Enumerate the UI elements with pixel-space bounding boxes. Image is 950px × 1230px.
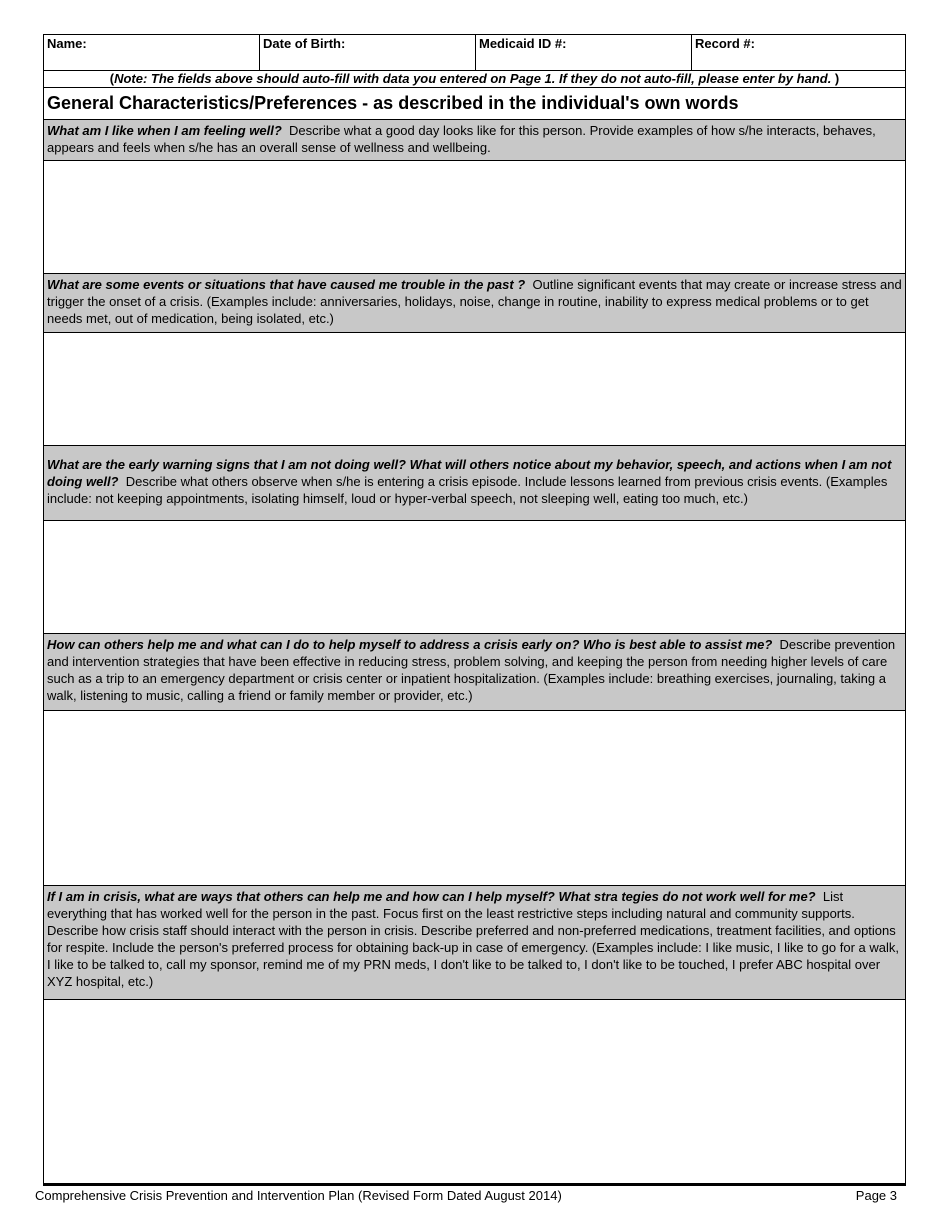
section-title: General Characteristics/Preferences - as described in the individual's own words bbox=[44, 88, 905, 120]
prompt-warning-signs bbox=[44, 446, 905, 521]
name-field[interactable] bbox=[44, 35, 260, 70]
answer-early-help[interactable] bbox=[44, 711, 905, 886]
answer-warning-signs[interactable] bbox=[44, 521, 905, 634]
page-footer bbox=[35, 1188, 897, 1203]
prompt-question: What am I like when I am feeling well? bbox=[47, 123, 282, 138]
medicaid-id-field[interactable] bbox=[476, 35, 692, 70]
answer-feeling-well[interactable] bbox=[44, 161, 905, 274]
prompt-crisis-help bbox=[44, 886, 905, 1000]
identity-header-row bbox=[44, 35, 905, 71]
prompt-description: Describe what others observe when s/he is entering a crisis episode. Include lessons learned from previous crisis events. (Examples include: not keeping appointments, isolating himself, loud or hyper-verbal speech, not sleeping well, eating too much, etc.) bbox=[47, 474, 888, 506]
page-number: Page 3 bbox=[855, 1188, 897, 1203]
prompt-description: List everything that has worked well for the person in the past. Focus first on the least restrictive steps including natural and community supports. Describe how crisis staff should interact with the person in crisis. Describe preferred and non-preferred medications, treatment facilities, and options for respite. Include the person's preferred process for obtaining back-up in case of emergency. (Examples include: I like music, I like to go for a walk, I like to be talked to, call my sponsor, remind me of my PRN meds, I don't like to be talked to, I don't like to be touched, I prefer ABC hospital over XYZ hospital, etc.) bbox=[47, 889, 899, 989]
record-number-label: Record #: bbox=[695, 36, 755, 51]
answer-past-trouble[interactable] bbox=[44, 333, 905, 446]
prompt-description: Describe what a good day looks like for this person. Provide examples of how s/he interacts, behaves, appears and feels when s/he has an overall sense of wellness and wellbeing. bbox=[47, 123, 876, 155]
date-of-birth-label: Date of Birth: bbox=[263, 36, 346, 51]
prompt-question: What are the early warning signs that I am not doing well? What will others notice about my behavior, speech, and actions when I am not doing well? bbox=[47, 457, 892, 489]
answer-crisis-help[interactable] bbox=[44, 1000, 905, 1185]
date-of-birth-field[interactable] bbox=[260, 35, 476, 70]
prompt-question: What are some events or situations that have caused me trouble in the past ? bbox=[47, 277, 526, 292]
medicaid-id-label: Medicaid ID #: bbox=[479, 36, 567, 51]
autofill-note-text: Note: The fields above should auto-fill with data you entered on Page 1. If they do not auto-fill, please enter by hand. bbox=[114, 71, 832, 86]
prompt-question: If I am in crisis, what are ways that others can help me and how can I help myself? What stra tegies do not work well for me? bbox=[47, 889, 816, 904]
prompt-description: Describe prevention and intervention strategies that have been effective in reducing stress, problem solving, and keeping the person from needing higher levels of care such as a trip to an emergency department or crisis center or inpatient hospitalization. (Examples include: breathing exercises, journaling, taking a walk, listening to music, calling a friend or family member or provider, etc.) bbox=[47, 637, 896, 703]
autofill-note: (Note: The fields above should auto-fill with data you entered on Page 1. If they do not auto-fill, please enter by hand. ) bbox=[44, 71, 905, 88]
prompt-past-trouble bbox=[44, 274, 905, 333]
crisis-plan-form bbox=[43, 34, 906, 1186]
name-label: Name: bbox=[47, 36, 87, 51]
prompt-description: Outline significant events that may create or increase stress and trigger the onset of a crisis. (Examples include: anniversaries, holidays, noise, change in routine, inability to express medical problems or to get needs met, out of medication, being isolated, etc.) bbox=[47, 277, 902, 326]
prompt-feeling-well bbox=[44, 120, 905, 161]
prompt-early-help bbox=[44, 634, 905, 711]
prompt-question: How can others help me and what can I do to help myself to address a crisis early on? Who is best able to assist me? bbox=[47, 637, 773, 652]
record-number-field[interactable] bbox=[692, 35, 905, 70]
footer-form-title: Comprehensive Crisis Prevention and Intervention Plan (Revised Form Dated August 2014) bbox=[35, 1188, 562, 1203]
